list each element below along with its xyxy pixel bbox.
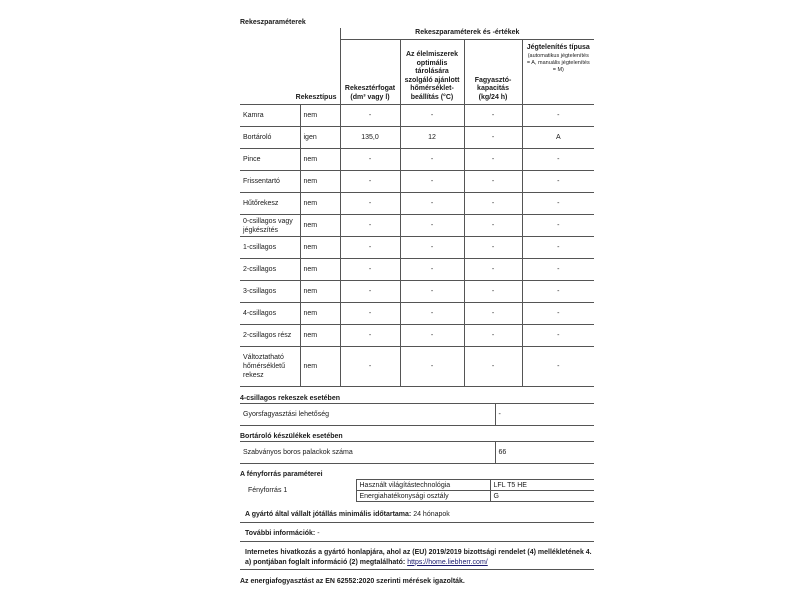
compartment-present: nem: [300, 259, 340, 281]
compartment-temperature: -: [400, 215, 464, 237]
compartment-present: nem: [300, 149, 340, 171]
compartment-freezing: -: [464, 105, 522, 127]
compartment-temperature: -: [400, 171, 464, 193]
compartment-temperature: -: [400, 237, 464, 259]
more-info-label: További információk:: [245, 530, 316, 537]
divider: [240, 569, 594, 570]
compartment-defrost: -: [522, 193, 594, 215]
compartment-volume: -: [340, 215, 400, 237]
compartment-type: 4-csillagos: [240, 303, 300, 325]
compartment-freezing: -: [464, 193, 522, 215]
compartment-present: nem: [300, 193, 340, 215]
compartment-freezing: -: [464, 127, 522, 149]
table-row: [240, 281, 594, 303]
compartment-temperature: -: [400, 259, 464, 281]
warranty-value: 24 hónapok: [413, 511, 450, 518]
compartment-type: 2-csillagos rész: [240, 325, 300, 347]
compartment-volume: -: [340, 171, 400, 193]
table-row: [240, 193, 594, 215]
more-info-line: [240, 529, 594, 539]
table-row: [240, 127, 594, 149]
compartments-table: [240, 28, 594, 387]
compartment-type: 2-csillagos: [240, 259, 300, 281]
light-source-name: Fényforrás 1: [240, 480, 356, 502]
wine-label: Szabványos boros palackok száma: [240, 442, 495, 464]
compartment-temperature: -: [400, 303, 464, 325]
compartment-volume: -: [340, 149, 400, 171]
more-info-value: -: [317, 530, 320, 537]
compartment-present: nem: [300, 303, 340, 325]
compartment-present: nem: [300, 237, 340, 259]
light-tech-label: Használt világítástechnológia: [356, 480, 490, 491]
section-title-compartments: Rekeszparaméterek: [240, 19, 306, 26]
compartment-present: nem: [300, 215, 340, 237]
section-title-light: A fényforrás paraméterei: [240, 471, 323, 478]
datasheet: [240, 18, 594, 585]
compartment-defrost: -: [522, 171, 594, 193]
table-row: [240, 105, 594, 127]
divider: [240, 522, 594, 523]
col-header-freezing: Fagyasztó-kapacitás (kg/24 h): [464, 40, 522, 105]
compartment-volume: -: [340, 193, 400, 215]
compartment-freezing: -: [464, 303, 522, 325]
wine-value: 66: [495, 442, 594, 464]
compartment-volume: -: [340, 237, 400, 259]
compartment-type: Kamra: [240, 105, 300, 127]
link-text: Internetes hivatkozás a gyártó honlapjára, ahol az (EU) 2019/2019 bizottsági rendelet (4) mellékletének 4. a) pontjában foglalt információ (2) megtalálható:: [245, 549, 592, 566]
warranty-label: A gyártó által vállalt jótállás minimális időtartama:: [245, 511, 412, 518]
manufacturer-link[interactable]: https://home.liebherr.com/: [407, 558, 488, 566]
footer-note: [240, 578, 594, 585]
compartment-present: nem: [300, 171, 340, 193]
light-class-label: Energiahatékonysági osztály: [356, 491, 490, 502]
compartment-type: Változtatható hőmérsékletű rekesz: [240, 347, 300, 387]
compartment-volume: -: [340, 105, 400, 127]
col-header-group: Rekeszparaméterek és -értékek: [340, 28, 594, 40]
compartment-defrost: A: [522, 127, 594, 149]
col-header-type: Rekesztípus: [240, 28, 340, 105]
col-header-temperature: Az élelmiszerek optimális tárolására szolgáló ajánlott hőmérséklet-beállítás (°C): [400, 40, 464, 105]
compartment-temperature: -: [400, 325, 464, 347]
compartment-freezing: -: [464, 149, 522, 171]
link-block: [240, 548, 594, 567]
table-row: [240, 237, 594, 259]
compartment-volume: -: [340, 281, 400, 303]
compartment-volume: 135,0: [340, 127, 400, 149]
compartment-freezing: -: [464, 281, 522, 303]
table-row: [240, 215, 594, 237]
compartment-type: Bortároló: [240, 127, 300, 149]
compartment-volume: -: [340, 347, 400, 387]
compartment-freezing: -: [464, 171, 522, 193]
compartment-temperature: -: [400, 105, 464, 127]
compartment-freezing: -: [464, 215, 522, 237]
table-row: [240, 325, 594, 347]
table-row: [240, 149, 594, 171]
section-title-four-star: 4-csillagos rekeszek esetében: [240, 395, 341, 402]
footer-text: Az energiafogyasztást az EN 62552:2020 szerinti mérések igazolták.: [240, 578, 465, 585]
table-row: [240, 171, 594, 193]
warranty-line: [240, 510, 594, 520]
compartment-defrost: -: [522, 149, 594, 171]
col-header-defrost: [522, 40, 594, 105]
compartment-present: nem: [300, 325, 340, 347]
compartment-type: Frissentartó: [240, 171, 300, 193]
table-row: [240, 259, 594, 281]
table-row: [240, 347, 594, 387]
compartment-defrost: -: [522, 281, 594, 303]
compartment-type: Pince: [240, 149, 300, 171]
compartment-defrost: -: [522, 105, 594, 127]
defrost-note: (automatikus jégtelenítés = A, manuális jégtelenítés = M): [526, 52, 590, 73]
compartment-temperature: -: [400, 193, 464, 215]
light-tech-value: LFL T5 HE: [490, 480, 594, 491]
compartment-volume: -: [340, 303, 400, 325]
divider: [240, 541, 594, 542]
compartment-freezing: -: [464, 347, 522, 387]
compartment-freezing: -: [464, 259, 522, 281]
compartment-volume: -: [340, 259, 400, 281]
compartment-type: 0-csillagos vagy jégkészítés: [240, 215, 300, 237]
compartment-freezing: -: [464, 325, 522, 347]
section-title-wine: Bortároló készülékek esetében: [240, 433, 343, 440]
compartment-defrost: -: [522, 347, 594, 387]
compartment-type: 3-csillagos: [240, 281, 300, 303]
four-star-label: Gyorsfagyasztási lehetőség: [240, 404, 495, 426]
light-class-value: G: [490, 491, 594, 502]
compartment-temperature: -: [400, 281, 464, 303]
compartment-present: igen: [300, 127, 340, 149]
compartment-defrost: -: [522, 237, 594, 259]
compartment-defrost: -: [522, 259, 594, 281]
defrost-title: Jégtelenítés típusa: [526, 44, 590, 51]
compartment-type: 1-csillagos: [240, 237, 300, 259]
compartment-present: nem: [300, 281, 340, 303]
wine-table: [240, 441, 594, 464]
compartment-temperature: 12: [400, 127, 464, 149]
col-header-volume: Rekesztérfogat (dm³ vagy l): [340, 40, 400, 105]
table-row: [240, 303, 594, 325]
four-star-table: [240, 403, 594, 426]
compartment-defrost: -: [522, 215, 594, 237]
compartment-defrost: -: [522, 325, 594, 347]
compartment-volume: -: [340, 325, 400, 347]
compartment-temperature: -: [400, 149, 464, 171]
compartment-present: nem: [300, 105, 340, 127]
compartment-present: nem: [300, 347, 340, 387]
compartment-defrost: -: [522, 303, 594, 325]
compartment-type: Hűtőrekesz: [240, 193, 300, 215]
light-table: [240, 479, 594, 502]
compartment-temperature: -: [400, 347, 464, 387]
four-star-value: -: [495, 404, 594, 426]
compartment-freezing: -: [464, 237, 522, 259]
